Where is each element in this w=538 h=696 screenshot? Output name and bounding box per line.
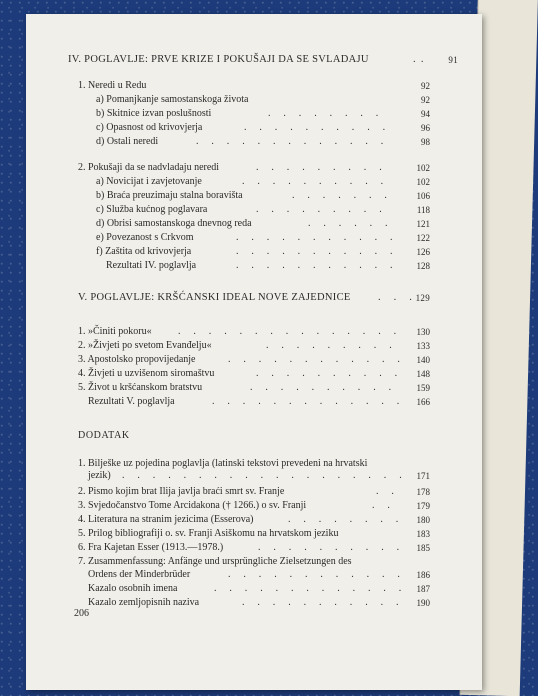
leader-dots: . . . . . . . . . . . . . . . (178, 326, 402, 337)
leader-dots: . . . . . . . . . (256, 204, 387, 215)
chapter-5-page: 129 (415, 293, 430, 303)
chapter-4-title: IV. POGLAVLJE: PRVE KRIZE I POKUŠAJI DA SE SVLADAJU (68, 54, 369, 65)
leader-dots: . . . . . . . . . . (250, 382, 397, 393)
leader-dots: . . . . . . . . . . . . . (196, 136, 389, 147)
leader-dots: . . . (378, 292, 418, 303)
leader-dots: . . . . . . . . (268, 108, 384, 119)
leader-dots: . . . . . . . . . . (242, 176, 389, 187)
leader-dots: . . . . . . . . . (256, 162, 387, 173)
chapter-4-page: 91 (448, 55, 458, 65)
leader-dots: . . . . . . . . . . . (236, 260, 398, 271)
toc-entry-line: 7. Zusammenfassung: Anfänge und ursprüngliche Zielsetzungen des (78, 556, 352, 567)
leader-dots: . . . . . . . . . . . . (228, 354, 406, 365)
leader-dots: . . (372, 500, 396, 511)
page-number: 206 (74, 608, 89, 619)
leader-dots: . . . . . . . . . . . . (228, 569, 406, 580)
leader-dots: . . (376, 486, 400, 497)
leader-dots: . . . . . . . . . . (256, 368, 403, 379)
leader-dots: . . . . . . . . . . . (242, 597, 404, 608)
leader-dots: . . . . . . . . . (266, 340, 397, 351)
book-page: IV. POGLAVLJE: PRVE KRIZE I POKUŠAJI DA SE SVLADAJU .. 91 1. Neredi u Redu 92 a) Pomanjkanje samostanskoga života 92 b) Skitnice izvan poslušnosti . . . . . . . . 94 c) Opasnost od krivovjerja . . . . . . . . . . 96 d) Ostali neredi . . . . . . . . . . . . . 98 2. Pokušaji da se nadvladaju neredi . . . . . . . . . 102 a) Novicijat i zavjetovanje . . . . . . . . . . 102 b) Braća preuzimaju stalna boravišta . . . . . . . 106 c) Služba kućnog poglavara . . . . . . . . . 118 d) Obrisi samostanskoga dnevnog reda . . . . . . 121 e) Povezanost s Crkvom . . . . . . . . . . . 122 f) Zaštita od krivovjerja . . . . . . . . . . . 126 Rezultati IV. poglavlja . . . . . . . . . . . 128 V. POGLAVLJE: KRŠĆANSKI IDEAL NOVE ZAJEDNICE . . . 129 1. »Činiti pokoru« . . . . . . . . . . . . . . . 130 2. »Živjeti po svetom Evanđelju« . . . . . . . . . 133 3. Apostolsko propovijedanje . . . . . . . . . . . . 140 4. Živjeti u uzvišenom siromaštvu . . . . . . . . . . 148 5. Život u kršćanskom bratstvu . . . . . . . . . . 159 Rezultati V. poglavlja . . . . . . . . . . . . . 166 DODATAK 1. Bilješke uz pojedina poglavlja (latinski tekstovi prevedeni na hrvatski jezik) . . . . . . . . . . . . . . . . . . . 171 2. Pismo kojim brat Ilija javlja braći smrt sv. Franje . . 178 3. Svjedočanstvo Tome Arcidakona († 1266.) o sv. Franji . . 179 4. Literatura na stranim jezicima (Esserova) . . . . . . . . 180 5. Prilog bibliografiji o. sv. Franji Asiškomu na hrvatskom jeziku 183 6. Fra Kajetan Esser (1913.—1978.) . . . . . . . . . . 185 7. Zusammenfassung: Anfänge und ursprüngliche Zielsetzungen des Ordens der Minderbrüder . . . . . . . . . . . . 186 Kazalo osobnih imena . . . . . . . . . . . . . 187 Kazalo zemljopisnih naziva . . . . . . . . . . . 190 206 (26, 14, 482, 690)
toc-entry-line: 1. Bilješke uz pojedina poglavlja (latinski tekstovi prevedeni na hrvatski (78, 458, 368, 469)
leader-dots: . . . . . . . . . . . . . (212, 396, 405, 407)
chapter-5-title: V. POGLAVLJE: KRŠĆANSKI IDEAL NOVE ZAJEDNICE (78, 292, 351, 303)
leader-dots: .. (413, 54, 429, 65)
leader-dots: . . . . . . . . . . (244, 122, 391, 133)
leader-dots: . . . . . . (308, 218, 393, 229)
leader-dots: . . . . . . . . . . . . . (214, 583, 407, 594)
leader-dots: . . . . . . . (292, 190, 393, 201)
leader-dots: . . . . . . . . . . . . . . . . . . . (122, 470, 407, 481)
leader-dots: . . . . . . . . (288, 514, 404, 525)
appendix-title: DODATAK (78, 430, 130, 441)
leader-dots: . . . . . . . . . . . (236, 232, 398, 243)
leader-dots: . . . . . . . . . . (258, 542, 405, 553)
leader-dots: . . . . . . . . . . . (236, 246, 398, 257)
